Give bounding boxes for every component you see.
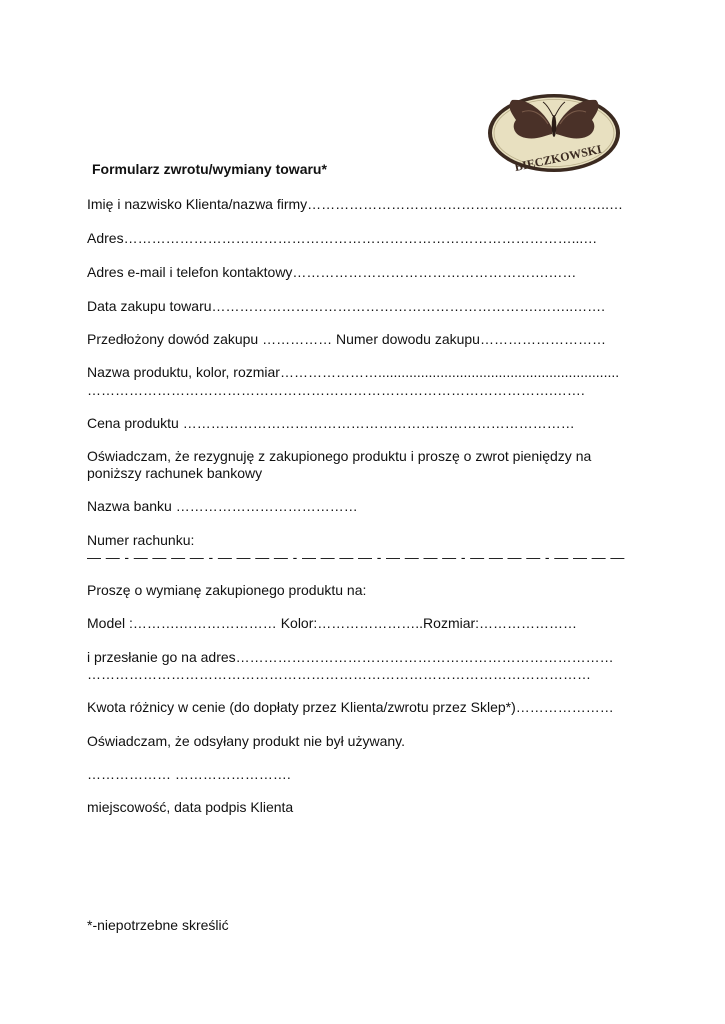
account-number-mask: — — - — — — — - — — — — - — — — — - — — — — - — — — — - — — — —: [87, 549, 625, 565]
signature-dots: ……………… …………………….: [87, 766, 291, 782]
contact-field: Adres e-mail i telefon kontaktowy……………………………………………….……: [87, 264, 577, 280]
name-field: Imię i nazwisko Klienta/nazwa firmy………………………………………………………..…: [87, 196, 623, 212]
bank-name-field: Nazwa banku …………………………………: [87, 498, 358, 514]
refund-statement-continued: poniższy rachunek bankowy: [87, 465, 263, 481]
model-color-size-field: Model :……….………………… Kolor:…………………..Rozmiar:…………………: [87, 615, 578, 631]
price-field: Cena produktu …………………………………………………………………………: [87, 415, 575, 431]
footnote: *-niepotrzebne skreślić: [87, 917, 229, 933]
exchange-request: Proszę o wymianę zakupionego produktu na:: [87, 582, 367, 598]
bieczkowski-logo: [486, 92, 622, 174]
unused-statement: Oświadczam, że odsyłany produkt nie był używany.: [87, 733, 405, 749]
product-field: Nazwa produktu, kolor, rozmiar…………………..............................................................: [87, 364, 620, 380]
shipping-address-field-continued: ………………………………………………………………………………………………: [87, 666, 591, 682]
form-title: Formularz zwrotu/wymiany towaru*: [92, 161, 327, 177]
logo-text: BIECZKOWSKI: [513, 141, 603, 174]
purchase-date-field: Data zakupu towaru…………………………………………………………….……..…….: [87, 298, 606, 314]
signature-label: miejscowość, data podpis Klienta: [87, 799, 294, 815]
account-label: Numer rachunku:: [87, 532, 195, 548]
price-difference-field: Kwota różnicy w cenie (do dopłaty przez Klienta/zwrotu przez Sklep*)…………………: [87, 699, 614, 715]
shipping-address-field: i przesłanie go na adres………………………………………………………………………: [87, 649, 614, 665]
address-field: Adres……………………………………………………………………………………...…: [87, 230, 598, 246]
proof-of-purchase-field: Przedłożony dowód zakupu …………… Numer dowodu zakupu………………………: [87, 331, 606, 347]
refund-statement: Oświadczam, że rezygnuję z zakupionego produktu i proszę o zwrot pieniędzy na: [87, 448, 592, 464]
product-field-continued: ……………………………………………………………………………………….…….: [87, 382, 585, 398]
